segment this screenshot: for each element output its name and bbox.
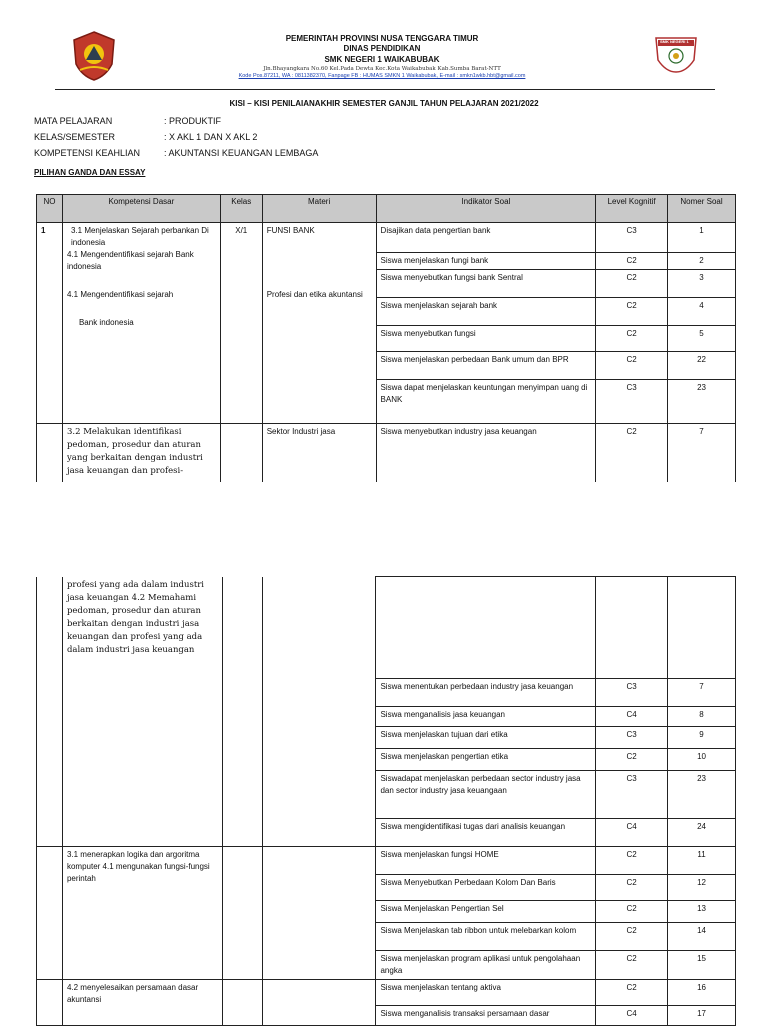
info-value-subject: : PRODUKTIF — [164, 116, 222, 126]
cell-nomer: 7 — [668, 424, 736, 482]
cell-kd: profesi yang ada dalam industri jasa keuangan 4.2 Memahami pedoman, prosedur dan aturan berkaitan dengan industri jasa keuangan dan profesi yang ada dalam industri jasa keuangan — [62, 577, 222, 847]
letterhead-address: Jln.Bhayangkara No.60 Kel.Pada Dewta Kec.Kota Waikabubak Kab.Sumba Barat-NTT — [263, 66, 501, 72]
left-logo — [70, 30, 118, 82]
cell-kd: 3.2 Melakukan identifikasi pedoman, prosedur dan aturan yang berkaitan dengan industri jasa keuangan dan profesi- — [62, 424, 220, 482]
cell-indikator: Siswa menjelaskan fungsi HOME — [376, 847, 596, 875]
cell-materi: Sektor Industri jasa — [262, 424, 376, 482]
cell-level: C2 — [596, 749, 668, 771]
cell-indikator: Siswa menyebutkan fungsi — [376, 326, 596, 352]
cell-level: C2 — [596, 875, 668, 901]
right-logo-text: SMK NEGERI 1 — [660, 39, 689, 44]
cell-nomer: 4 — [668, 298, 736, 326]
info-label-class: KELAS/SEMESTER — [34, 132, 116, 142]
cell-indikator: Siswa menganalisis transaksi persamaan dasar — [376, 1006, 596, 1026]
cell-indikator: Siswadapat menjelaskan perbedaan sector industry jasa dan sector industry jasa keuangaan — [376, 771, 596, 819]
cell-level: C3 — [596, 679, 668, 707]
cell-level: C2 — [596, 923, 668, 951]
right-logo — [652, 34, 700, 74]
cell-kd: 3.1 menerapkan logika dan argoritma komputer 4.1 mengunakan fungsi-fungsi perintah — [62, 847, 222, 980]
header-no: NO — [37, 195, 63, 223]
cell-nomer: 2 — [668, 253, 736, 270]
cell-no-empty — [37, 847, 63, 980]
cell-level: C3 — [596, 727, 668, 749]
table-row — [37, 424, 736, 482]
cell-indikator: Siswa menjelaskan program aplikasi untuk pengolahaan angka — [376, 951, 596, 980]
cell-indikator: Siswa menjelaskan sejarah bank — [376, 298, 596, 326]
cell-no-empty — [37, 980, 63, 1026]
cell-nomer: 24 — [668, 819, 736, 847]
cell-indikator: Siswa menjelaskan fungi bank — [376, 253, 596, 270]
cell-level: C4 — [596, 1006, 668, 1026]
cell-nomer: 23 — [668, 380, 736, 424]
materi-text-a: FUNSI BANK — [266, 226, 315, 235]
header-indikator: Indikator Soal — [376, 195, 596, 223]
cell-materi-empty — [262, 847, 376, 980]
cell-level: C3 — [596, 223, 668, 253]
cell-indikator: Siswa Menjelaskan tab ribbon untuk melebarkan kolom — [376, 923, 596, 951]
cell-indikator: Disajikan data pengertian bank — [376, 223, 596, 253]
cell-indikator: Siswa menjelaskan pengertian etika — [376, 749, 596, 771]
letterhead-line3: SMK NEGERI 1 WAIKABUBAK — [324, 55, 440, 64]
cell-materi-empty — [262, 577, 376, 847]
letterhead-line1: PEMERINTAH PROVINSI NUSA TENGGARA TIMUR — [285, 34, 479, 43]
table-row — [37, 980, 736, 1006]
cell-materi — [262, 223, 376, 424]
header-kelas: Kelas — [220, 195, 262, 223]
cell-no-empty — [37, 577, 63, 847]
cell-level: C2 — [596, 326, 668, 352]
cell-level: C2 — [596, 980, 668, 1006]
info-value-class: : X AKL 1 DAN X AKL 2 — [164, 132, 258, 142]
section-title: PILIHAN GANDA DAN ESSAY — [34, 168, 146, 177]
kd-text-a: 3.1 Menjelaskan Sejarah perbankan Di indonesia — [70, 226, 209, 247]
cell-kelas-empty — [220, 424, 262, 482]
cell-no: 1 — [37, 223, 63, 424]
cell-nomer: 10 — [668, 749, 736, 771]
header-nomer: Nomer Soal — [668, 195, 736, 223]
info-value-competence: : AKUNTANSI KEUANGAN LEMBAGA — [164, 148, 319, 158]
cell-indikator: Siswa menyebutkan fungsi bank Sentral — [376, 270, 596, 298]
kd-text-b: 4.1 Mengendentifikasi sejarah Bank indonesia — [66, 250, 194, 271]
cell-kelas-empty — [222, 577, 262, 847]
cell-nomer: 23 — [668, 771, 736, 819]
document-title: KISI – KISI PENILAIANAKHIR SEMESTER GANJIL TAHUN PELAJARAN 2021/2022 — [229, 99, 539, 108]
cell-nomer: 15 — [668, 951, 736, 980]
cell-nomer: 7 — [668, 679, 736, 707]
cell-level: C4 — [596, 819, 668, 847]
kd-text-c: 4.1 Mengendentifikasi sejarah — [66, 290, 174, 299]
cell-nomer: 12 — [668, 875, 736, 901]
cell-nomer: 14 — [668, 923, 736, 951]
cell-level: C2 — [596, 951, 668, 980]
cell-level: C3 — [596, 771, 668, 819]
cell-nomer: 17 — [668, 1006, 736, 1026]
header-materi: Materi — [262, 195, 376, 223]
cell-level: C2 — [596, 298, 668, 326]
cell-materi-empty — [262, 980, 376, 1026]
cell-level: C2 — [596, 901, 668, 923]
cell-kelas-empty — [222, 980, 262, 1026]
cell-level: C2 — [596, 270, 668, 298]
cell-indikator: Siswa dapat menjelaskan keuntungan menyimpan uang di BANK — [376, 380, 596, 424]
cell-level: C4 — [596, 707, 668, 727]
table-row — [37, 847, 736, 875]
letterhead-rule — [55, 89, 715, 90]
cell-nomer: 9 — [668, 727, 736, 749]
cell-level: C2 — [596, 847, 668, 875]
kd-text-d: Bank indonesia — [78, 318, 134, 327]
cell-kelas-empty — [222, 847, 262, 980]
table-row — [37, 223, 736, 253]
cell-kd: 4.2 menyelesaikan persamaan dasar akuntansi — [62, 980, 222, 1026]
header-kd: Kompetensi Dasar — [62, 195, 220, 223]
cell-indikator: Siswa mengidentifikasi tugas dari analisis keuangan — [376, 819, 596, 847]
cell-nomer: 1 — [668, 223, 736, 253]
table-row — [37, 577, 736, 679]
header-level: Level Kognitif — [596, 195, 668, 223]
cell-indikator: Siswa menjelaskan tentang aktiva — [376, 980, 596, 1006]
cell-kd — [62, 223, 220, 424]
cell-kelas: X/1 — [220, 223, 262, 424]
cell-indikator: Siswa menentukan perbedaan industry jasa keuangan — [376, 679, 596, 707]
cell-indikator: Siswa menjelaskan tujuan dari etika — [376, 727, 596, 749]
cell-level: C2 — [596, 253, 668, 270]
cell-nomer: 5 — [668, 326, 736, 352]
cell-nomer-empty — [668, 577, 736, 679]
cell-level: C2 — [596, 352, 668, 380]
materi-text-b: Profesi dan etika akuntansi — [266, 290, 363, 299]
info-label-subject: MATA PELAJARAN — [34, 116, 113, 126]
cell-nomer: 13 — [668, 901, 736, 923]
cell-indikator: Siswa Menjelaskan Pengertian Sel — [376, 901, 596, 923]
letterhead-line2: DINAS PENDIDIKAN — [343, 44, 421, 53]
cell-level: C2 — [596, 424, 668, 482]
cell-nomer: 8 — [668, 707, 736, 727]
cell-level-empty — [596, 577, 668, 679]
cell-indikator: Siswa menyebutkan industry jasa keuangan — [376, 424, 596, 482]
cell-nomer: 11 — [668, 847, 736, 875]
letterhead-contact[interactable]: Kode Pos.87211, WA : 0811382370, Fanpage FB : HUMAS SMKN 1 Waikabubak, E-mail : smkn1wkb.hbt@gmail.com — [238, 73, 526, 79]
cell-indikator: Siswa menjelaskan perbedaan Bank umum dan BPR — [376, 352, 596, 380]
cell-no-empty — [37, 424, 63, 482]
cell-indikator-empty — [376, 577, 596, 679]
kisi-table-page1 — [36, 194, 736, 482]
table-header-row — [37, 195, 736, 223]
cell-nomer: 3 — [668, 270, 736, 298]
cell-indikator: Siswa Menyebutkan Perbedaan Kolom Dan Baris — [376, 875, 596, 901]
cell-nomer: 22 — [668, 352, 736, 380]
kisi-table-page2 — [36, 576, 736, 1026]
cell-indikator: Siswa menganalisis jasa keuangan — [376, 707, 596, 727]
cell-nomer: 16 — [668, 980, 736, 1006]
cell-level: C3 — [596, 380, 668, 424]
info-label-competence: KOMPETENSI KEAHLIAN — [34, 148, 141, 158]
